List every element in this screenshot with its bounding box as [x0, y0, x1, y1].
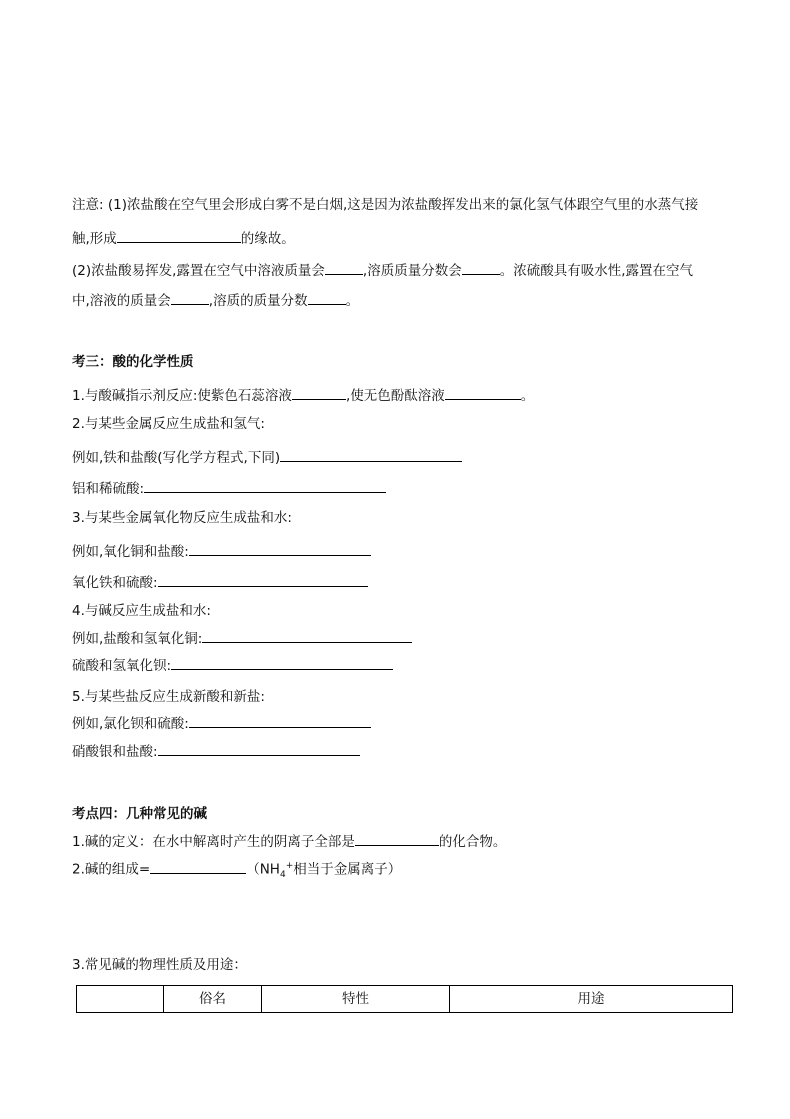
subscript: 4	[279, 870, 286, 881]
question-text: 铝和稀硫酸:	[72, 481, 145, 497]
section-title: 考三：酸的化学性质	[72, 354, 194, 370]
question-text: 的化合物。	[438, 834, 507, 850]
answer-blank[interactable]	[158, 741, 360, 756]
question-line: 5.与某些盐反应生成新酸和新盐:	[72, 689, 265, 705]
question-text: 2.碱的组成=	[72, 861, 151, 878]
question-text: （NH	[246, 861, 280, 878]
answer-blank[interactable]	[117, 228, 241, 243]
note-line-3	[72, 260, 693, 280]
note-text: 中,溶液的质量会	[72, 293, 171, 309]
question-line: 3.常见碱的物理性质及用途：	[72, 957, 247, 973]
note-line-1	[72, 196, 698, 214]
note-text: 。浓硫酸具有吸水性,露置在空气	[499, 263, 694, 279]
note-line-2	[72, 228, 295, 248]
answer-blank[interactable]	[308, 290, 346, 305]
question-line	[72, 831, 506, 851]
table-header-cell: 特性	[262, 986, 450, 1013]
question-text: ,使无色酚酞溶液	[345, 388, 445, 404]
question-line	[72, 447, 462, 467]
note-text: ,溶质质量分数会	[362, 263, 462, 279]
question-line	[72, 713, 371, 733]
note-text: 触,形成	[72, 231, 117, 247]
question-text: 硝酸银和盐酸:	[72, 744, 158, 760]
question-line	[72, 541, 371, 561]
question-text: 例如,氯化钡和硫酸:	[72, 716, 189, 732]
answer-blank[interactable]	[171, 655, 393, 670]
answer-blank[interactable]	[202, 628, 412, 643]
note-text: ,溶质的质量分数	[208, 293, 308, 309]
base-properties-table	[76, 985, 733, 1013]
note-text: 注意: (1)浓盐酸在空气里会形成白雾不是白烟,这是因为浓盐酸挥发出来的氯化氢气体跟空气里的水蒸气接	[72, 197, 699, 213]
question-line: 4.与碱反应生成盐和水:	[72, 603, 211, 619]
answer-blank[interactable]	[150, 859, 246, 874]
question-line	[72, 572, 368, 592]
answer-blank[interactable]	[462, 260, 500, 275]
answer-blank[interactable]	[445, 385, 521, 400]
superscript: +	[285, 861, 294, 871]
question-text: 例如,盐酸和氢氧化铜:	[72, 631, 203, 647]
note-line-4	[72, 290, 359, 310]
section-title: 考点四：几种常见的碱	[72, 806, 207, 822]
answer-blank[interactable]	[189, 541, 371, 556]
question-text: 例如,氧化铜和盐酸:	[72, 544, 189, 560]
answer-blank[interactable]	[325, 260, 363, 275]
note-text: (2)浓盐酸易挥发,露置在空气中溶液质量会	[72, 263, 325, 279]
question-text: 1.碱的定义：在水中解离时产生的阴离子全部是	[72, 834, 355, 850]
table-header-cell: 用途	[450, 986, 733, 1013]
question-text: 硫酸和氢氧化钡:	[72, 658, 172, 674]
answer-blank[interactable]	[355, 831, 439, 846]
question-line	[72, 478, 386, 498]
question-line	[72, 857, 401, 884]
answer-blank[interactable]	[292, 385, 346, 400]
answer-blank[interactable]	[158, 572, 368, 587]
answer-blank[interactable]	[280, 447, 462, 462]
answer-blank[interactable]	[189, 713, 371, 728]
answer-blank[interactable]	[144, 478, 386, 493]
question-line	[72, 655, 393, 675]
table-header-cell: 俗名	[164, 986, 262, 1013]
table-header-cell	[77, 986, 164, 1013]
question-text: 相当于金属离子）	[293, 861, 402, 878]
answer-blank[interactable]	[171, 290, 209, 305]
note-text: 。	[345, 293, 360, 309]
question-text: 例如,铁和盐酸(写化学方程式,下同)	[72, 450, 281, 466]
table-header-row	[77, 986, 733, 1013]
question-line: 2.与某些金属反应生成盐和氢气:	[72, 416, 265, 432]
question-text: 。	[520, 388, 535, 404]
question-text: 氧化铁和硫酸:	[72, 575, 158, 591]
question-line	[72, 741, 360, 761]
note-text: 的缘故。	[240, 231, 295, 247]
question-text: 1.与酸碱指示剂反应:使紫色石蕊溶液	[72, 388, 292, 404]
question-line: 3.与某些金属氧化物反应生成盐和水:	[72, 510, 292, 526]
question-line	[72, 628, 412, 648]
question-line	[72, 385, 534, 405]
